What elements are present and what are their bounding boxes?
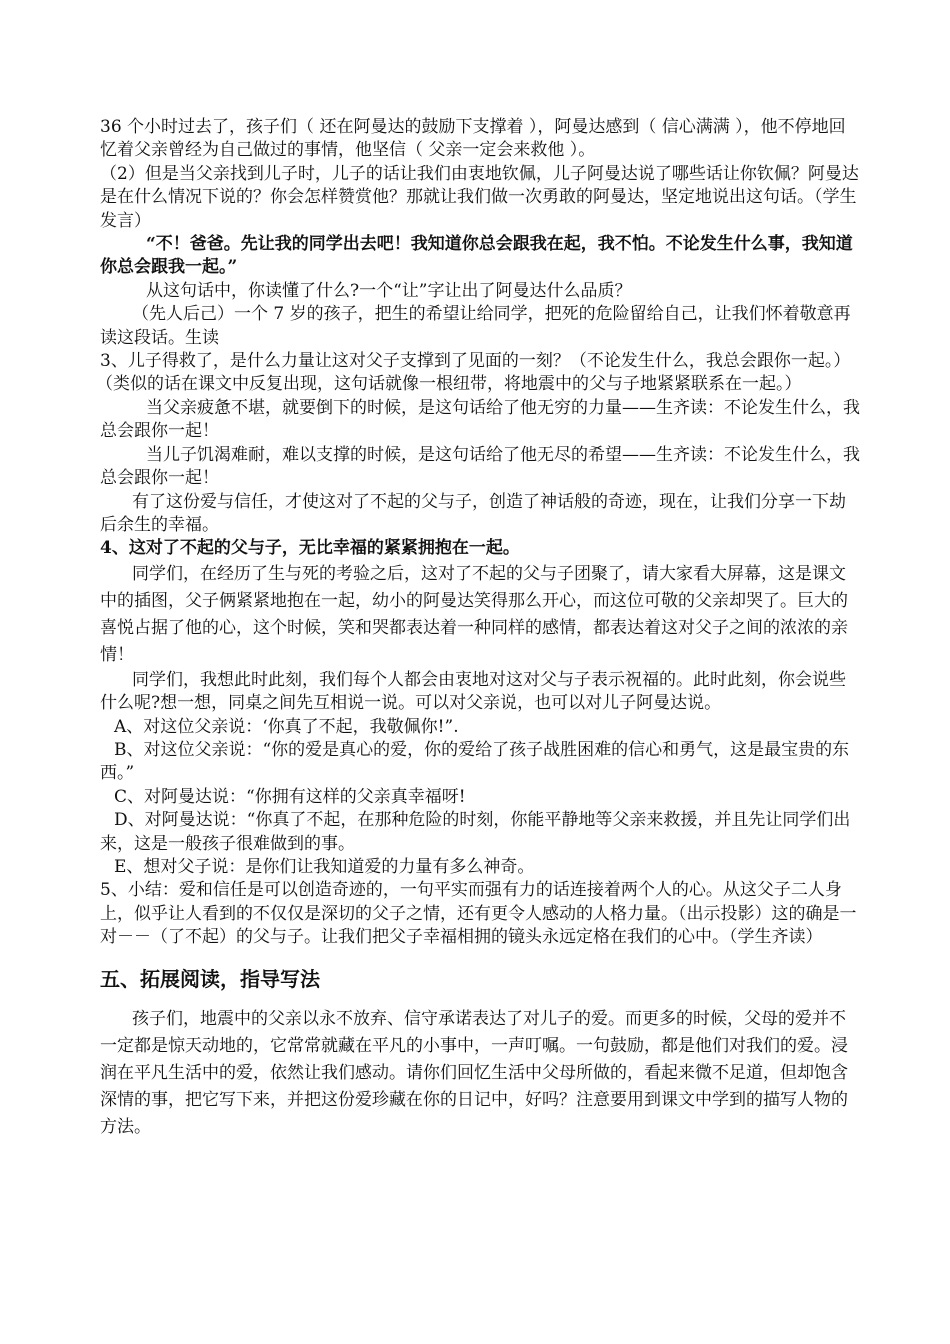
paragraph-item-3: 3、儿子得救了，是什么力量让这对父子支撑到了见面的一刻？（不论发生什么，我总会跟你一起。） xyxy=(100,351,851,372)
paragraph-question-2: （2）但是当父亲找到儿子时，儿子的话让我们由衷地钦佩，儿子阿曼达说了哪些话让你钦佩？阿曼达是在什么情况下说的？你会怎样赞赏他？那就让我们做一次勇敢的阿曼达，坚定地说出这句话。（学生发言） xyxy=(100,163,859,231)
paragraph-similar-words: （类似的话在课文中反复出现，这句话就像一根纽带，将地震中的父与子地紧紧联系在一起。） xyxy=(96,374,802,395)
paragraph-father-tired: 当父亲疲惫不堪，就要倒下的时候，是这句话给了他无穷的力量——生齐读：不论发生什么，我总会跟你一起！ xyxy=(100,397,860,442)
option-b: B、对这位父亲说：“你的爱是真心的爱，你的爱给了孩子战胜困难的信心和勇气，这是最宝贵的东西。” xyxy=(100,739,850,784)
document-page xyxy=(96,116,860,1141)
paragraph-understanding: 从这句话中，你读懂了什么?一个“让”字让出了阿曼达什么品质？ xyxy=(146,280,632,301)
paragraph-son-thirsty: 当儿子饥渴难耐，难以支撑的时候，是这句话给了他无尽的希望——生齐读：不论发生什么，我总会跟你一起！ xyxy=(100,444,860,489)
option-e: E、想对父子说：是你们让我知道爱的力量有多么神奇。 xyxy=(114,856,535,877)
paragraph-blessing: 同学们，我想此时此刻，我们每个人都会由衷地对这对父与子表示祝福的。此时此刻，你会说些什么呢?想一想，同桌之间先互相说一说。可以对父亲说，也可以对儿子阿曼达说。 xyxy=(100,669,846,714)
paragraph-love-trust: 有了这份爱与信任，才使这对了不起的父与子，创造了神话般的奇迹，现在，让我们分享一下劫后余生的幸福。 xyxy=(100,491,846,535)
option-c: C、对阿曼达说：“你拥有这样的父亲真幸福呀! xyxy=(114,786,466,807)
paragraph-item-4: 4、这对了不起的父与子，无比幸福的紧紧拥抱在一起。 xyxy=(100,538,520,559)
quote-amanda: “不！爸爸。先让我的同学出去吧！我知道你总会跟我在起，我不怕。不论发生什么事，我知道你总会跟我一起。” xyxy=(100,234,853,278)
option-a: A、对这位父亲说：‘你真了不起，我敬佩你!”. xyxy=(114,716,459,737)
paragraph-reunion: 同学们，在经历了生与死的考验之后，这对了不起的父与子团聚了，请大家看大屏幕，这是课文中的插图，父子俩紧紧地抱在一起，幼小的阿曼达笑得那么开心，而这位可敬的父亲却哭了。巨大的喜悦占据了他的心，这个时候，笑和哭都表达着一种同样的感情，都表达着这对父子之间的浓浓的亲情！ xyxy=(100,563,848,665)
option-d: D、对阿曼达说：“你真了不起，在那种危险的时刻，你能平静地等父亲来救援，并且先让同学们出来，这是一般孩子很难做到的事。 xyxy=(100,810,851,854)
paragraph-extended-reading: 孩子们，地震中的父亲以永不放弃、信守承诺表达了对儿子的爱。而更多的时候，父母的爱并不一定都是惊天动地的，它常常就藏在平凡的小事中，一声叮嘱。一句鼓励，都是他们对我们的爱。浸润在平凡生活中的爱，依然让我们感动。请你们回忆生活中父母所做的，看起来微不足道，但却饱含深情的事，把它写下来，并把这份爱珍藏在你的日记中，好吗？注意要用到课文中学到的描写人物的方法。 xyxy=(100,1008,848,1137)
paragraph-selfless: （先人后己）一个 7 岁的孩子，把生的希望让给同学，把死的危险留给自己，让我们怀着敬意再读这段话。生读 xyxy=(100,304,851,348)
paragraph-summary: 5、小结：爱和信任是可以创造奇迹的，一句平实而强有力的话连接着两个人的心。从这父子二人身上，似乎让人看到的不仅仅是深切的父子之情，还有更令人感动的人格力量。（出示投影）这的确是一对－－（了不起）的父与子。让我们把父子幸福相拥的镜头永远定格在我们的心中。（学生齐读） xyxy=(100,880,857,948)
paragraph-36-hours: 36 个小时过去了，孩子们（ 还在阿曼达的鼓励下支撑着 ），阿曼达感到（ 信心满满 ），他不停地回忆着父亲曾经为自己做过的事情，他坚信（ 父亲一定会来救他 ）。 xyxy=(100,117,846,161)
section-heading: 五、拓展阅读，指导写法 xyxy=(100,966,320,991)
